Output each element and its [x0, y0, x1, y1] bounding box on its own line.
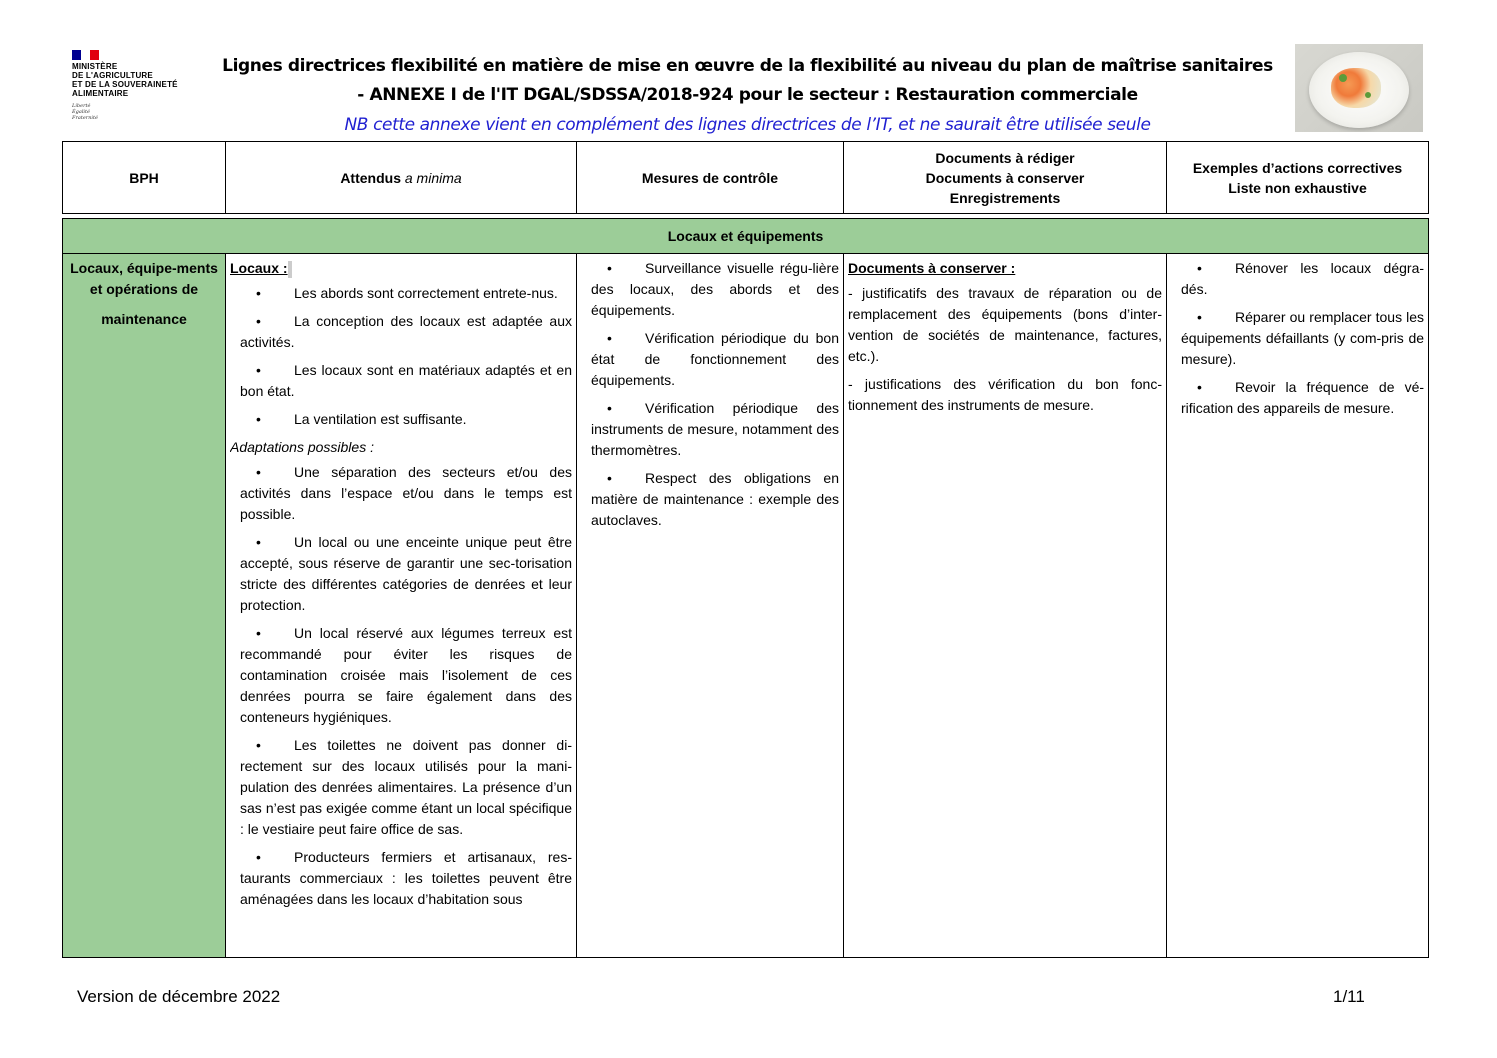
french-flag-icon — [72, 50, 99, 60]
bullet-icon: • — [607, 400, 612, 416]
column-attendus — [226, 142, 577, 214]
list-item: • Vérification périodique du bon état de fonctionnement des équipements. — [591, 330, 839, 388]
list-item: • Surveillance visuelle régu-lière des locaux, des abords et des équipements. — [591, 260, 839, 318]
herb-garnish — [1365, 92, 1371, 98]
republic-motto: Liberté Égalité Fraternité — [72, 103, 98, 121]
herb-garnish — [1339, 74, 1347, 82]
mesures-cell — [577, 254, 844, 958]
documents-cell — [844, 254, 1167, 958]
adaptations-heading: Adaptations possibles : — [230, 439, 374, 455]
document-title: Lignes directrices flexibilité en matière de mise en œuvre de la flexibilité au niveau du plan de maîtrise sanitaires — [222, 56, 1273, 76]
column-actions — [1167, 142, 1429, 214]
list-item: • Un local réservé aux légumes terreux est recommandé pour éviter les risques de contamination croisée mais l’isolement de ces denrées pourra se faire également dans des conteneurs hygiéniques. — [240, 625, 572, 725]
bullet-icon: • — [256, 411, 261, 427]
attendus-cell — [226, 254, 577, 958]
bullet-icon: • — [607, 260, 612, 276]
bullet-icon: • — [256, 849, 261, 865]
bullet-icon: • — [256, 313, 261, 329]
bullet-icon: • — [1197, 309, 1202, 325]
bullet-icon: • — [256, 534, 261, 550]
list-item: • Revoir la fréquence de vé-rification des appareils de mesure. — [1181, 379, 1425, 416]
column-bph: BPH — [63, 142, 226, 214]
locaux-heading: Locaux : — [230, 260, 288, 276]
list-item: • Respect des obligations en matière de maintenance : exemple des autoclaves. — [591, 470, 839, 528]
column-mesures: Mesures de contrôle — [577, 142, 844, 214]
text-cursor — [288, 261, 292, 278]
bullet-icon: • — [256, 285, 261, 301]
list-item: • Producteurs fermiers et artisanaux, res-taurants commerciaux : les toilettes peuvent être aménagées dans les locaux d’habitation sous — [240, 849, 572, 907]
column-documents — [844, 142, 1167, 214]
bullet-icon: • — [256, 362, 261, 378]
food-image — [1331, 68, 1381, 108]
documents-rediger-label: Documents à rédiger — [935, 149, 1075, 166]
enregistrements-label: Enregistrements — [949, 189, 1061, 206]
list-item: • Vérification périodique des instruments de mesure, notamment des thermomètres. — [591, 400, 839, 458]
version-label: Version de décembre 2022 — [77, 987, 281, 1006]
list-item: • Les abords sont correctement entrete-nus. — [230, 283, 572, 304]
attendus-label: Attendus — [340, 169, 405, 186]
bullet-icon: • — [607, 470, 612, 486]
document-subtitle: - ANNEXE I de l'IT DGAL/SDSSA/2018-924 pour le secteur : Restauration commerciale — [357, 85, 1138, 105]
bph-cell — [63, 254, 226, 958]
bph-label: Locaux, équipe-ments et opérations de — [70, 260, 218, 297]
dish-photo — [1295, 44, 1423, 132]
section-heading: Locaux et équipements — [63, 219, 1429, 254]
list-item: • Une séparation des secteurs et/ou des activités dans l’espace et/ou dans le temps est possible. — [240, 464, 572, 522]
documents-heading: Documents à conserver : — [848, 260, 1016, 276]
list-item: • La conception des locaux est adaptée aux activités. — [240, 313, 572, 350]
column-header-table — [62, 141, 1429, 214]
list-item: - justificatifs des travaux de réparation ou de remplacement des équipements (bons d’inter-vention de sociétés de maintenance, factures, etc.). — [848, 285, 1162, 364]
bullet-icon: • — [607, 330, 612, 346]
list-item: • La ventilation est suffisante. — [230, 409, 572, 430]
content-table — [62, 218, 1429, 958]
list-item: - justifications des vérification du bon fonc-tionnement des instruments de mesure. — [848, 376, 1162, 413]
ministry-logo — [72, 50, 212, 128]
actions-note-label: Liste non exhaustive — [1228, 179, 1367, 196]
list-item: • Un local ou une enceinte unique peut être accepté, sous réserve de garantir une sec-torisation stricte des différentes catégories de denrées et leur protection. — [240, 534, 572, 613]
actions-cell — [1167, 254, 1429, 958]
bullet-icon: • — [256, 625, 261, 641]
list-item: • Rénover les locaux dégra-dés. — [1181, 260, 1425, 297]
actions-label: Exemples d’actions correctives — [1192, 159, 1403, 176]
bullet-icon: • — [256, 737, 261, 753]
bullet-icon: • — [1197, 260, 1202, 276]
documents-conserver-label: Documents à conserver — [925, 169, 1085, 186]
ministry-name: MINISTÈRE DE L'AGRICULTURE ET DE LA SOUVERAINETÉ ALIMENTAIRE — [72, 62, 178, 98]
attendus-italic-label: a minima — [404, 169, 462, 186]
bullet-icon: • — [1197, 379, 1202, 395]
list-item: • Les toilettes ne doivent pas donner di-rectement sur des locaux utilisés pour la mani-pulation des denrées alimentaires. La présence d’un sas n’est pas exigée comme étant un local spécifique : le vestiaire peut faire office de sas. — [240, 737, 572, 837]
page-number: 1/11 — [1333, 987, 1365, 1006]
bph-label-cont: maintenance — [101, 311, 187, 327]
bullet-icon: • — [256, 464, 261, 480]
list-item: • Les locaux sont en matériaux adaptés et en bon état. — [240, 362, 572, 399]
annex-note: NB cette annexe vient en complément des lignes directrices de l’IT, et ne saurait être utilisée seule — [344, 115, 1151, 135]
list-item: • Réparer ou remplacer tous les équipements défaillants (y com-pris de mesure). — [1181, 309, 1425, 367]
